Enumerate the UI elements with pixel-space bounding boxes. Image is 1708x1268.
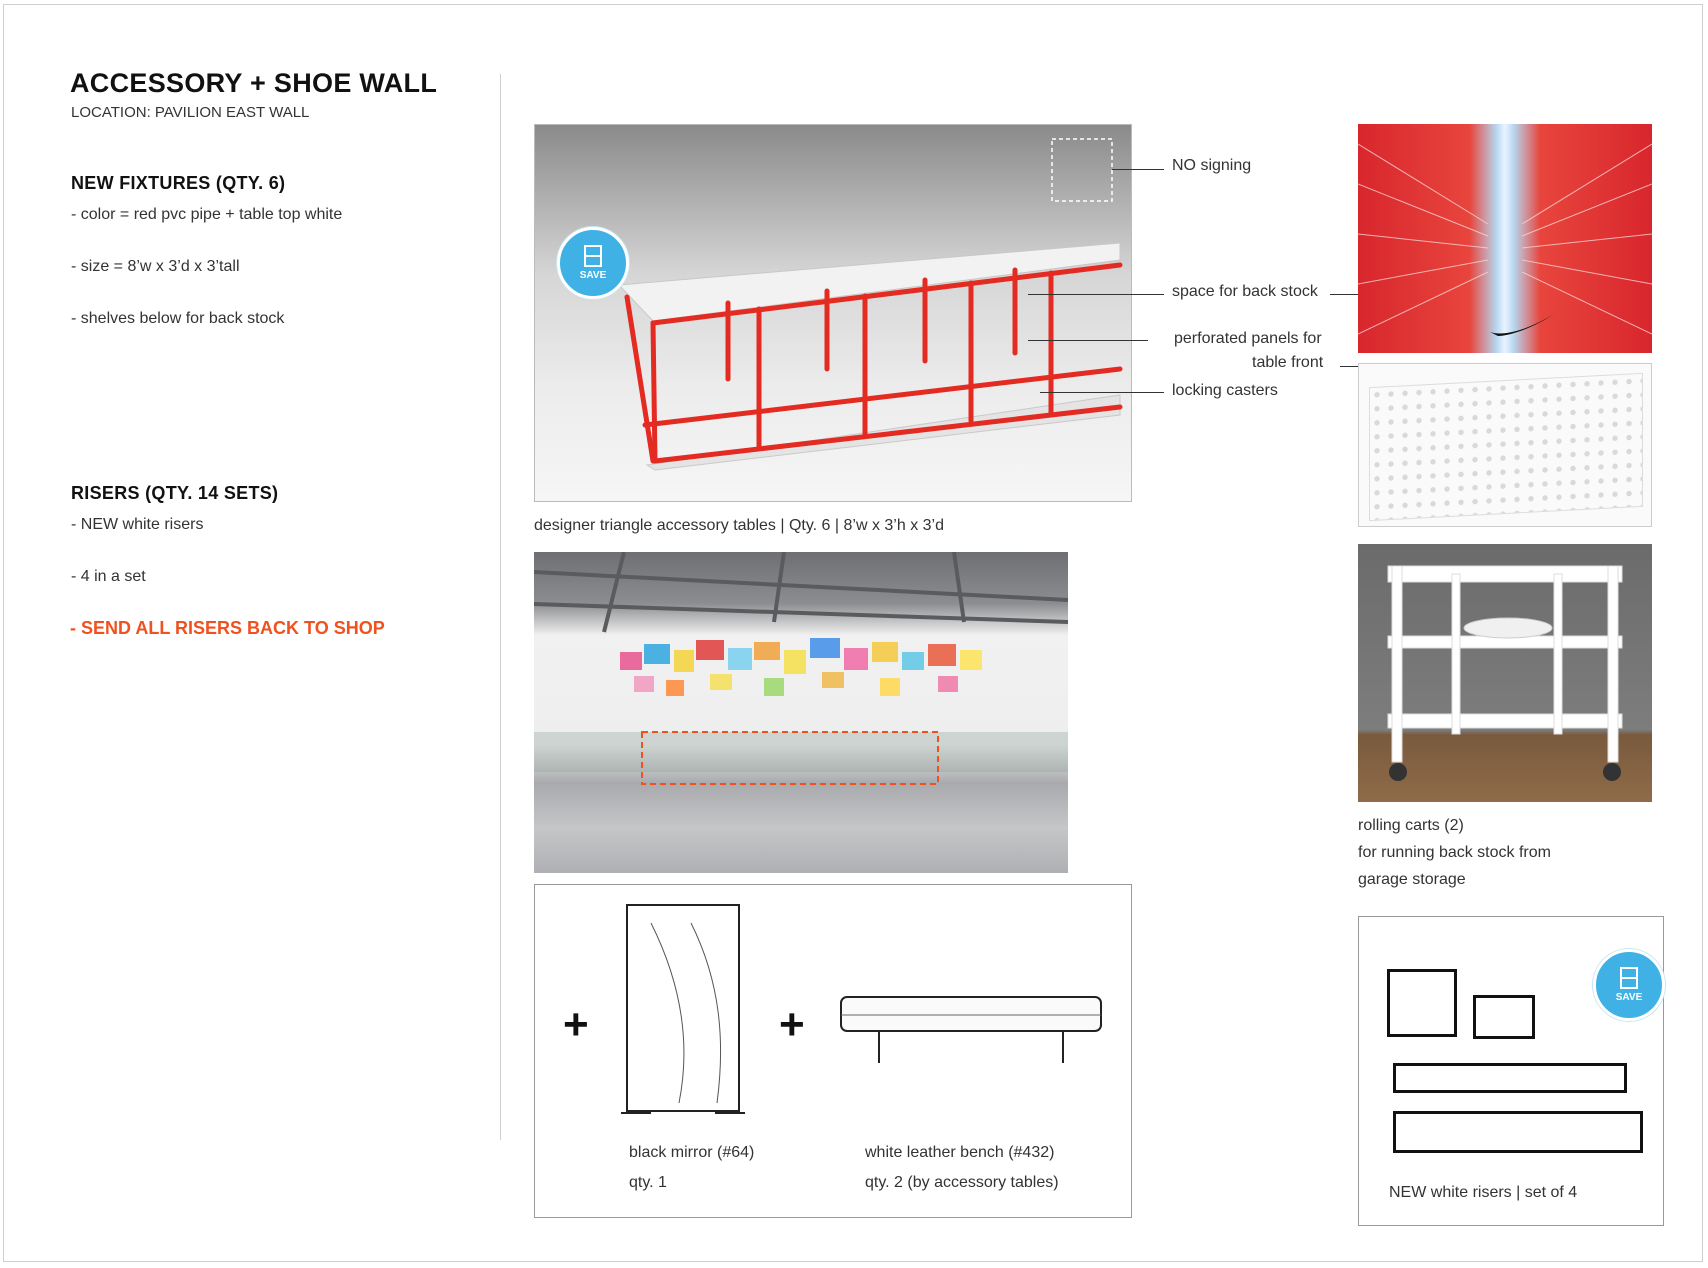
location-subtitle: LOCATION: PAVILION EAST WALL [71,104,310,121]
save-badge-table [557,227,629,299]
perforated-panel-sketch [1369,373,1643,521]
callout-space-back-stock: space for back stock [1172,283,1318,300]
riser-alert: - SEND ALL RISERS BACK TO SHOP [70,618,385,638]
rolling-cart-photo [1358,544,1652,802]
callout-perforated-line2: table front [1252,354,1324,371]
callout-line-to-shoe-photo [1330,294,1358,295]
fixture-note-size: - size = 8’w x 3’d x 3’tall [71,258,240,275]
pavilion-drawing [534,552,1068,873]
save-badge-risers [1593,949,1665,1021]
riser-shape-large-square [1387,969,1457,1037]
save-badge-label: SAVE [1615,992,1643,1003]
fixture-note-shelves: - shelves below for back stock [71,310,285,327]
rolling-carts-line3: garage storage [1358,871,1466,888]
shoe-stock-photo [1358,124,1652,353]
plus-icon-1: + [563,1000,589,1049]
mirror-sketch [621,903,747,1129]
bench-label: white leather bench (#432) [865,1144,1055,1161]
callout-line-to-panel [1340,366,1358,367]
riser-note-white: - NEW white risers [71,516,204,533]
riser-note-set: - 4 in a set [71,568,146,585]
bench-qty: qty. 2 (by accessory tables) [865,1174,1059,1191]
page-title: ACCESSORY + SHOE WALL [70,68,438,98]
table-caption: designer triangle accessory tables | Qty. 6 | 8’w x 3’h x 3’d [534,517,944,534]
new-fixtures-heading: NEW FIXTURES (QTY. 6) [71,173,286,193]
pavilion-photo [534,552,1068,873]
riser-shape-long-wide [1393,1111,1643,1153]
file-cabinet-icon [1620,967,1638,989]
shoe-stock-drawing [1358,124,1652,353]
fixture-note-color: - color = red pvc pipe + table top white [71,206,343,223]
risers-panel [1358,916,1664,1226]
callout-perforated-line1: perforated panels for [1174,330,1322,347]
accessories-panel [534,884,1132,1218]
file-cabinet-icon [584,245,602,267]
rolling-cart-drawing [1358,544,1652,802]
callout-no-signing: NO signing [1172,157,1252,174]
riser-shape-long-thin [1393,1063,1627,1093]
perforated-panel-image [1358,363,1652,527]
callout-line-back-stock [1028,294,1164,295]
riser-shape-small-rect [1473,995,1535,1039]
mirror-qty: qty. 1 [629,1174,667,1191]
plus-icon-2: + [779,1000,805,1049]
rolling-carts-line1: rolling carts (2) [1358,817,1464,834]
risers-heading: RISERS (QTY. 14 SETS) [71,483,279,503]
table-render-drawing [535,125,1132,502]
table-render-image [534,124,1132,502]
mirror-label: black mirror (#64) [629,1144,755,1161]
column-divider [500,74,501,1140]
callout-line-no-signing [1112,169,1164,170]
risers-caption: NEW white risers | set of 4 [1389,1184,1578,1201]
bench-sketch [839,993,1103,1067]
callout-locking-casters: locking casters [1172,382,1278,399]
save-badge-label: SAVE [579,270,607,281]
callout-line-casters [1040,392,1164,393]
callout-line-perforated [1028,340,1148,341]
rolling-carts-line2: for running back stock from [1358,844,1551,861]
